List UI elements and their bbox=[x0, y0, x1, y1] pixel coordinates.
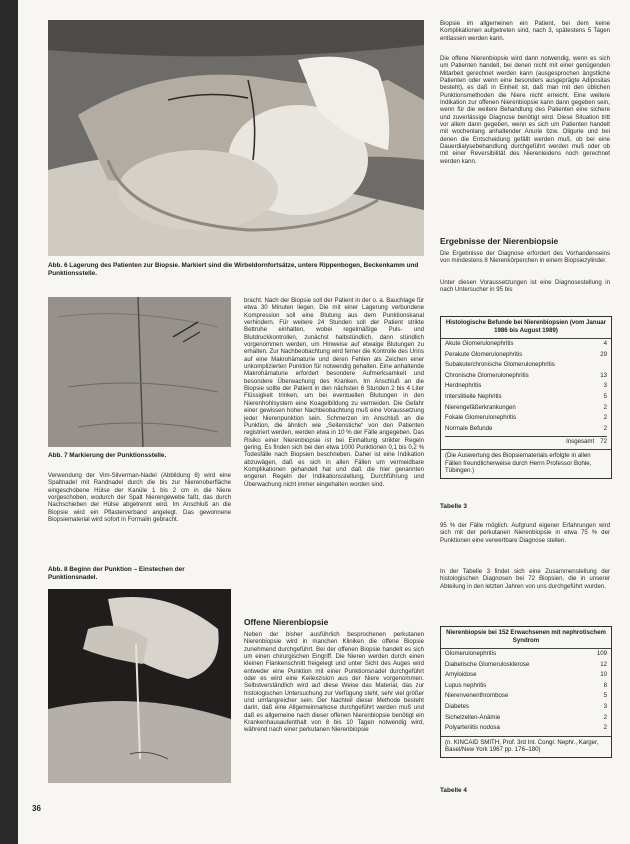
table-4-label: Tabelle 4 bbox=[440, 787, 467, 794]
table-cell-label: Polyarteriitis nodosa bbox=[445, 724, 500, 732]
figure-8-photo bbox=[48, 589, 231, 783]
table-cell-label: Nierengefäßerkrankungen bbox=[445, 403, 516, 411]
table-row bbox=[441, 371, 611, 382]
section-heading-ergebnisse: Ergebnisse der Nierenbiopsie bbox=[440, 236, 559, 246]
figure-7-photo bbox=[48, 297, 231, 447]
table-3-total-label: Insgesamt bbox=[566, 438, 595, 446]
paragraph: Verwendung der Vim-Silverman-Nadel (Abbildung 8) wird eine Spaltnadel mit Randnadel durch die bis zur Nierenoberfläche eingeschobene Hülse der Kanüle 1 bis 2 cm in die Niere vorgeschoben, wodurch der Spalt Nierengewebe faßt, das durch Nachschieben der Hülse abgetrennt wird. Im Anschluß an die Biopsie wird ein Pflasterverband angelegt. Das gewonnene Biopsiematerial wird sofort in Formalin gebracht. bbox=[48, 472, 231, 524]
paragraph: Unter diesen Voraussetzungen ist eine Diagnosestellung in nach Untersucher in 95 bis bbox=[440, 279, 610, 294]
table-row bbox=[441, 392, 611, 403]
table-cell-label: Chronische Glomerulonephritis bbox=[445, 371, 529, 379]
right-column-text-5 bbox=[440, 522, 610, 552]
table-row bbox=[441, 681, 611, 692]
paragraph: Die offene Nierenbiopsie wird dann notwendig, wenn es sich um Patienten handelt, bei denen nicht mit einer genügenden Mitarbeit gerechnet werden kann (ausgesprochen ängstliche Patienten oder wenn eine besonders ausgeprägte Adipositas besteht), es daß in Einheit ist, daß man mit den üblichen Punktionsmethoden die Niere nicht erreicht. Eine weitere Indikation zur offenen Nierenbiopsie kann dann gegeben sein, wenn für die weitere Behandlung des Patienten eine sichere und zuverlässige Diagnose benötigt wird. Diese Situation tritt vor allem dann gegeben, wenn es sich um Patienten handelt mit wochenlang anhaltender Anurie bzw. Oligurie und bei denen die Entscheidung gefällt werden muß, ob bei eine Dauerdialysebehandlung durchgeführt werden muß oder ob mit einer Reversibilität des Nierenleidens noch gerechnet werden kann. bbox=[440, 55, 610, 165]
table-4-title: Nierenbiopsie bei 152 Erwachsenen mit nephrotischem Syndrom bbox=[441, 627, 611, 649]
table-cell-label: Diabetische Glomerulosklerose bbox=[445, 660, 530, 668]
table-cell-label: Subakute/chronische Glomerulonephritis bbox=[445, 361, 555, 369]
table-cell-label: Herdnephritis bbox=[445, 382, 482, 390]
table-3-total-value: 72 bbox=[600, 438, 607, 446]
table-row bbox=[441, 350, 611, 361]
paragraph: In der Tabelle 3 findet sich eine Zusammenstellung der histologischen Diagnosen bei 72 Biopsien, die in unserer Abteilung in den letzten Jahren von uns durchgeführt wurden. bbox=[440, 568, 610, 590]
table-cell-label: Fokale Glomerulonephritis bbox=[445, 414, 517, 422]
right-column-text-top bbox=[440, 20, 610, 42]
table-cell-label: Normale Befunde bbox=[445, 424, 493, 432]
table-cell-value: 3 bbox=[603, 702, 607, 710]
left-column-text bbox=[48, 472, 231, 560]
table-row bbox=[441, 723, 611, 734]
table-row bbox=[441, 660, 611, 671]
table-cell-value: 2 bbox=[603, 424, 607, 432]
table-cell-value: 2 bbox=[603, 403, 607, 411]
figure-7-caption: Abb. 7 Markierung der Punktionsstelle. bbox=[48, 452, 167, 459]
right-column-text-4 bbox=[440, 279, 610, 295]
section-heading-offene: Offene Nierenbiopsie bbox=[244, 617, 329, 627]
table-4 bbox=[440, 626, 612, 758]
table-cell-value: 5 bbox=[603, 692, 607, 700]
right-column-text-6 bbox=[440, 568, 610, 598]
table-cell-label: Akute Glomerulonephritis bbox=[445, 340, 514, 347]
table-4-rows bbox=[441, 649, 611, 734]
table-row bbox=[441, 713, 611, 724]
table-cell-value: 12 bbox=[600, 660, 607, 668]
table-cell-value: 4 bbox=[603, 340, 607, 347]
paragraph: bracht. Nach der Biopsie soll der Patient in der o. a. Bauchlage für etwa 30 Minuten liegen. Die mit einer Lagerung verbundene Kompression soll eine Blutung aus dem Punktionskanal verhindern. Für weitere 24 Stunden soll der Patient strikte Bettruhe einhalten, wobei regelmäßige Puls- und Blutdruckkontrollen, zunächst halbstündlich, dann stündlich vorgenommen werden, um Hinweise auf etwaige Blutungen zu erhalten. Zur Nachbeobachtung wird ferner die Kontrolle des Urins auf eine Makrohämaturie und deren Fehlen als Zeichen einer unkomplizierten Punktion für notwendig gehalten. Eine anhaltende Makrohämaturie erfordert besondere Aufmerksamkeit und besondere Überwachung des Kranken. Im Anschluß an die Biopsie sollte der Patient in den nächsten 6 Stunden 2 bis 4 Liter Flüssigkeit trinken, um bei eventuellen Blutungen in den Nierenhohlsystem eine Koagelbildung zu vermeiden. Die Gefahr einer gewissen hoher Nachbeobachtung muß eine Voraussetzung jeder Nierenpunktion sein. Schmerzen im Anschluß an die Punktion, die ähnlich wie „Seitenstiche“ von den Patienten registriert werden, werden etwa in 10 % der Fälle angegeben. Das Risiko einer Nierenbiopsie ist bei Einhaltung strikter Regeln gering. Es finden sich bei den etwa 1000 Punktionen 0,1 bis 0,2 % Todesfälle nach Biopsien beschrieben. Daher ist eine Indikation abzuwägen, daß es sich in allen Fällen um vermeidbare Komplikationen gehandelt hat und daß die hier genannten engeren Regeln der Indikationsstellung, Durchführung und Überwachung nicht immer eingehalten worden sind. bbox=[244, 297, 424, 488]
page-number: 36 bbox=[32, 804, 41, 813]
middle-column-text bbox=[244, 297, 424, 613]
table-4-note: (n. KINCAID SMITH, Prof. 3rd Int. Congr. Nephr., Karger, Basel/New York 1967 pp. 176–180) bbox=[441, 736, 611, 757]
table-cell-value: 10 bbox=[600, 671, 607, 679]
table-cell-label: Nierenvenenthrombose bbox=[445, 692, 509, 700]
table-3-label: Tabelle 3 bbox=[440, 503, 467, 510]
paragraph: 95 % der Fälle möglich. Aufgrund eigener Erfahrungen wird sich mit der perkutanen Nierenbiopsie in etwa 75 % der Punktionen eine verwertbare Diagnose stellen. bbox=[440, 522, 610, 544]
middle-column-text-2 bbox=[244, 631, 424, 787]
table-row bbox=[441, 413, 611, 424]
right-column-text-2 bbox=[440, 55, 610, 225]
table-cell-label: Glomerulonephritis bbox=[445, 650, 497, 657]
table-cell-value: 5 bbox=[603, 392, 607, 400]
table-cell-value: 2 bbox=[603, 414, 607, 422]
table-cell-value bbox=[591, 360, 607, 371]
table-row bbox=[441, 424, 611, 435]
table-cell-value: 29 bbox=[600, 350, 607, 358]
table-cell-value: 13 bbox=[600, 371, 607, 379]
table-cell-label: Perakute Glomerulonephritis bbox=[445, 350, 523, 358]
table-cell-label: Amyloidose bbox=[445, 671, 477, 679]
table-row bbox=[441, 339, 611, 350]
table-row bbox=[441, 381, 611, 392]
table-3-rows bbox=[441, 339, 611, 434]
right-column-text-3 bbox=[440, 250, 610, 272]
table-cell-value: 109 bbox=[596, 650, 607, 657]
figure-6-caption: Abb. 6 Lagerung des Patienten zur Biopsie. Markiert sind die Wirbeldornfortsätze, untere Rippenbogen, Beckenkamm und Punktionsstelle. bbox=[48, 262, 419, 277]
table-row bbox=[441, 649, 611, 660]
table-cell-label: Lupus nephritis bbox=[445, 681, 487, 689]
paragraph: Biopsie im allgemeinen ein Patient, bei dem keine Komplikationen aufgetreten sind, nach 3, spätestens 5 Tagen entlassen werden kann. bbox=[440, 20, 610, 42]
table-cell-value: 8 bbox=[603, 681, 607, 689]
table-cell-label: Diabetes bbox=[445, 702, 470, 710]
table-row bbox=[441, 403, 611, 414]
scan-margin bbox=[0, 0, 18, 844]
table-row bbox=[441, 702, 611, 713]
table-row bbox=[441, 691, 611, 702]
figure-6-photo bbox=[48, 20, 424, 256]
table-cell-value: 2 bbox=[603, 724, 607, 732]
figure-8-caption: Abb. 8 Beginn der Punktion – Einstechen der Punktionsnadel. bbox=[48, 566, 185, 581]
table-cell-value: 2 bbox=[603, 713, 607, 721]
table-3-total bbox=[445, 436, 607, 447]
table-cell-value: 3 bbox=[603, 382, 607, 390]
table-cell-label: Interstitielle Nephritis bbox=[445, 392, 502, 400]
paragraph: Die Ergebnisse der Diagnose erfordert des Vorhandenseins von mindestens 8 Nierenkörperchen in einem Biopsiezylinder. bbox=[440, 250, 610, 265]
table-cell-label: Sichelzellen-Anämie bbox=[445, 713, 501, 721]
table-3 bbox=[440, 316, 612, 479]
paragraph: Neben der bisher ausführlich besprochenen perkutanen Nierenbiopsie wird in manchen Kliniken die offene Biopsie zunehmend durchgeführt. Bei der offenen Biopsie handelt es sich um einen chirurgischen Eingriff. Die Nieren werden durch einen kleinen Flankenschnitt freigelegt und unter Sicht des Auges wird entweder eine Punktion mit einer Punktionsnadel durchgeführt oder es wird eine Keilexzision aus der Niere vorgenommen. Selbstverständlich wird auf diese Weise das Material, das zur histologischen Untersuchung zur Verfügung steht, sehr viel größer und umfangreicher sein. Der Nachteil dieser Methode besteht darin, daß eine Allgemeinnarkose durchgeführt werden muß und daß es allgemeine nach dieser offenen Nierenbiopsie benötigt ein Krankenhausaufenthalt von 8 bis 10 Tagen notwendig wird, während nach einer perkutanen Nierenbiopsie bbox=[244, 631, 424, 734]
table-3-title: Histologische Befunde bei Nierenbiopsien (vom Januar 1986 bis August 1989) bbox=[441, 317, 611, 339]
table-3-note: (Die Auswertung des Biopsiematerials erfolgte in allen Fällen freundlicherweise durch Herrn Professor Bohle, Tübingen.) bbox=[441, 449, 611, 478]
table-row bbox=[441, 670, 611, 681]
table-row bbox=[441, 360, 611, 371]
